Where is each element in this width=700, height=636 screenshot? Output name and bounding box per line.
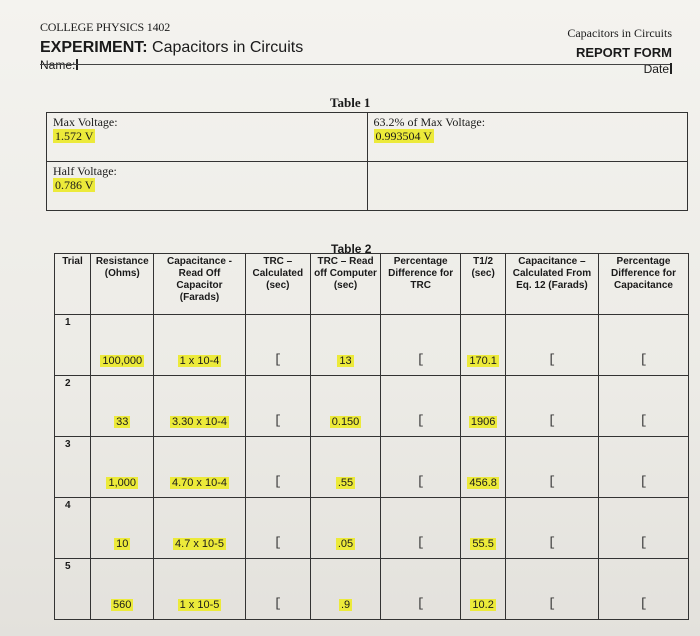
- col-header-pct-trc: Percentage Difference for TRC: [380, 254, 460, 315]
- t-half-cell[interactable]: [461, 498, 505, 559]
- table-row: [55, 315, 689, 376]
- pct-trc-value: [: [416, 413, 425, 428]
- header-right-title: Capacitors in Circuits: [567, 26, 672, 40]
- t-half-cell[interactable]: [461, 315, 505, 376]
- capacitance-value: 4.70 x 10-4: [171, 477, 228, 489]
- table2: [54, 253, 689, 620]
- half-voltage-label: Half Voltage:: [53, 164, 117, 178]
- t-half-value: 456.8: [469, 477, 497, 489]
- experiment-label: EXPERIMENT:: [40, 39, 148, 56]
- trial-number: 1: [55, 315, 91, 376]
- pct-cap-cell[interactable]: [598, 376, 688, 437]
- resistance-value: 33: [116, 416, 129, 428]
- capacitance-cell[interactable]: [154, 437, 245, 498]
- resistance-value: 10: [116, 538, 129, 550]
- pct-cap-value: [: [639, 596, 648, 611]
- table-row: [55, 498, 689, 559]
- trc-calc-cell[interactable]: [245, 376, 311, 437]
- pct-cap-cell[interactable]: [598, 437, 688, 498]
- pct-trc-cell[interactable]: [380, 315, 460, 376]
- pct-trc-value: [: [416, 535, 425, 550]
- pct-trc-value: [: [416, 596, 425, 611]
- col-header-capacitance-read: Capacitance - Read Off Capacitor (Farads): [154, 254, 245, 315]
- capacitance-cell[interactable]: [154, 376, 245, 437]
- header-right: [567, 26, 672, 76]
- capacitance-cell[interactable]: [154, 315, 245, 376]
- pct-cap-value: [: [639, 352, 648, 367]
- header-divider: [40, 64, 670, 65]
- t-half-value: 1906: [470, 416, 496, 428]
- col-header-t-half: T1/2 (sec): [461, 254, 505, 315]
- name-label: Name:: [40, 58, 76, 72]
- trc-calc-cell[interactable]: [245, 315, 311, 376]
- pct-voltage-value: 0.993504 V: [375, 129, 432, 143]
- t-half-value: 10.2: [472, 599, 494, 611]
- pct-trc-cell[interactable]: [380, 437, 460, 498]
- text-cursor-icon: [670, 63, 672, 74]
- trc-read-cell[interactable]: [311, 498, 381, 559]
- empty-cell[interactable]: [367, 162, 688, 211]
- date-label: Date: [643, 62, 669, 76]
- table-row: [55, 376, 689, 437]
- trial-number: 5: [55, 559, 91, 620]
- pct-cap-cell[interactable]: [598, 559, 688, 620]
- resistance-value: 1,000: [108, 477, 136, 489]
- trial-number: 3: [55, 437, 91, 498]
- pct-trc-value: [: [416, 352, 425, 367]
- pct-cap-value: [: [639, 535, 648, 550]
- col-header-trc-calculated: TRC – Calculated (sec): [245, 254, 311, 315]
- trc-calc-cell[interactable]: [245, 559, 311, 620]
- table1: [46, 112, 688, 211]
- trc-read-value: .9: [340, 599, 351, 611]
- max-voltage-value: 1.572 V: [55, 129, 94, 143]
- trc-calc-value: [: [273, 596, 282, 611]
- pct-trc-cell[interactable]: [380, 498, 460, 559]
- trc-calc-cell[interactable]: [245, 498, 311, 559]
- cap-calc-value: [: [548, 352, 556, 367]
- pct-cap-cell[interactable]: [598, 498, 688, 559]
- trc-calc-value: [: [273, 352, 282, 367]
- table2-header-row: [55, 254, 689, 315]
- cap-calc-value: [: [548, 413, 556, 428]
- resistance-value: 100,000: [102, 355, 143, 367]
- cap-calc-cell[interactable]: [505, 315, 598, 376]
- pct-voltage-cell[interactable]: [367, 113, 688, 162]
- resistance-cell[interactable]: [90, 437, 154, 498]
- pct-trc-cell[interactable]: [380, 376, 460, 437]
- table1-title: Table 1: [330, 95, 371, 110]
- t-half-value: 170.1: [469, 355, 497, 367]
- trc-read-cell[interactable]: [311, 376, 381, 437]
- experiment-name: Capacitors in Circuits: [152, 39, 304, 56]
- cap-calc-cell[interactable]: [505, 437, 598, 498]
- col-header-trc-read: TRC – Read off Computer (sec): [311, 254, 381, 315]
- trc-read-cell[interactable]: [311, 315, 381, 376]
- t-half-cell[interactable]: [461, 559, 505, 620]
- course-title: COLLEGE PHYSICS 1402: [40, 20, 171, 34]
- trc-read-value: .05: [337, 538, 354, 550]
- col-header-capacitance-calculated: Capacitance – Calculated From Eq. 12 (Farads): [505, 254, 598, 315]
- t-half-cell[interactable]: [461, 376, 505, 437]
- trc-read-value: .55: [337, 477, 354, 489]
- pct-cap-value: [: [639, 413, 648, 428]
- cap-calc-cell[interactable]: [505, 498, 598, 559]
- trc-calc-cell[interactable]: [245, 437, 311, 498]
- cap-calc-value: [: [548, 535, 556, 550]
- max-voltage-label: Max Voltage:: [53, 115, 118, 129]
- half-voltage-cell[interactable]: [47, 162, 368, 211]
- trc-read-value: 0.150: [331, 416, 360, 428]
- experiment-title: [40, 39, 303, 57]
- trial-number: 4: [55, 498, 91, 559]
- trc-calc-value: [: [273, 535, 282, 550]
- capacitance-value: 1 x 10-4: [179, 355, 220, 367]
- pct-trc-value: [: [416, 474, 425, 489]
- name-field[interactable]: [40, 58, 303, 72]
- t-half-cell[interactable]: [461, 437, 505, 498]
- table-row: [55, 559, 689, 620]
- trc-calc-value: [: [273, 474, 282, 489]
- trc-read-value: 13: [339, 355, 352, 367]
- col-header-pct-capacitance: Percentage Difference for Capacitance: [598, 254, 688, 315]
- trc-read-cell[interactable]: [311, 559, 381, 620]
- table2-title: Table 2: [331, 242, 372, 256]
- capacitance-value: 3.30 x 10-4: [171, 416, 228, 428]
- resistance-value: 560: [113, 599, 132, 611]
- pct-cap-value: [: [639, 474, 648, 489]
- pct-voltage-label: 63.2% of Max Voltage:: [373, 115, 486, 129]
- max-voltage-cell[interactable]: [47, 113, 368, 162]
- resistance-cell[interactable]: [90, 315, 154, 376]
- pct-cap-cell[interactable]: [598, 315, 688, 376]
- cap-calc-value: [: [548, 596, 556, 611]
- resistance-cell[interactable]: [90, 498, 154, 559]
- trc-calc-value: [: [273, 413, 282, 428]
- trial-number: 2: [55, 376, 91, 437]
- col-header-resistance: Resistance (Ohms): [90, 254, 154, 315]
- cap-calc-cell[interactable]: [505, 559, 598, 620]
- table-row: [55, 437, 689, 498]
- cap-calc-cell[interactable]: [505, 376, 598, 437]
- resistance-cell[interactable]: [90, 559, 154, 620]
- capacitance-cell[interactable]: [154, 559, 245, 620]
- pct-trc-cell[interactable]: [380, 559, 460, 620]
- half-voltage-value: 0.786 V: [55, 178, 94, 192]
- trc-read-cell[interactable]: [311, 437, 381, 498]
- col-header-trial: Trial: [55, 254, 91, 315]
- resistance-cell[interactable]: [90, 376, 154, 437]
- report-form-label: REPORT FORM: [575, 45, 672, 60]
- cap-calc-value: [: [548, 474, 556, 489]
- capacitance-value: 4.7 x 10-5: [175, 538, 224, 550]
- capacitance-value: 1 x 10-5: [179, 599, 220, 611]
- capacitance-cell[interactable]: [154, 498, 245, 559]
- t-half-value: 55.5: [472, 538, 494, 550]
